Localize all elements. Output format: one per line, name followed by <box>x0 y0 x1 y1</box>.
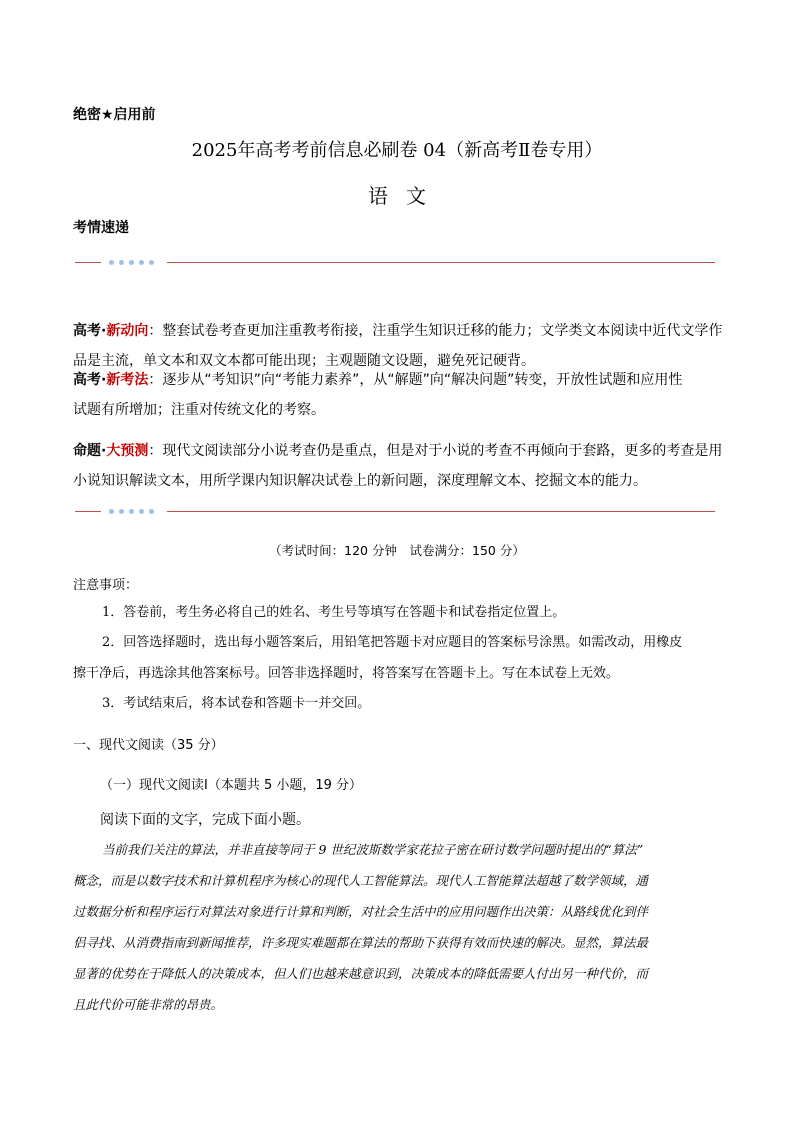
notice-item-1: 1．答卷前，考生务必将自己的姓名、考生号等填写在答题卡和试卷指定位置上。 <box>102 605 566 620</box>
dots-ornament <box>109 258 161 268</box>
divider-top <box>75 258 715 268</box>
dots-ornament <box>109 507 161 517</box>
notice-item-2: 2．回答选择题时，选出每小题答案后，用铅笔把答题卡对应题目的答案标号涂黑。如需改动，用橡皮 擦干净后，再选涂其他答案标号。回答非选择题时，将答案写在答题卡上。写在本试卷上无效。 <box>73 635 683 681</box>
reading-instruction: 阅读下面的文字，完成下面小题。 <box>100 812 310 828</box>
subsection-heading: （一）现代文阅读Ⅰ（本题共 5 小题，19 分） <box>100 778 363 793</box>
exam-title: 2025年高考考前信息必刷卷 04（新高考Ⅱ卷专用） <box>191 140 603 161</box>
subject-title: 语文 <box>368 184 444 208</box>
section-heading-kaoqing: 考情速递 <box>73 220 129 236</box>
reading-passage: 当前我们关注的算法，并非直接等同于 9 世纪波斯数学家花拉子密在研讨数学问题时提出的“算法” 概念，而是以数字技术和计算机程序为核心的现代人工智能算法。现代人工智能算法超越了数学领域，通 过数据分析和程序运行对算法对象进行计算和判断，对社会生活中的应用问题作出决策：从路线优化到伴 侣寻找、从消费指南到新闻推荐，许多现实难题都在算法的帮助下获得有效而快速的解决。显然，算法最 显著的优势在于降低人的决策成本，但人们也越来越意识到，决策成本的降低需要人付出另一种代价，而 且此代价可能非常的昂贵。 <box>73 842 649 1012</box>
part-one-heading: 一、现代文阅读（35 分） <box>73 738 224 753</box>
confidential-mark: 绝密★启用前 <box>73 107 156 123</box>
exam-time-score: （考试时间：120 分钟 试卷满分：150 分） <box>269 543 525 558</box>
analysis-new-method: 高考·新考法：逐步从“考知识”向“考能力素养”，从“解题”向“解决问题”转变，开放性试题和应用性 试题有所增加；注重对传统文化的考察。 <box>73 372 683 418</box>
analysis-prediction: 命题·大预测：现代文阅读部分小说考查仍是重点，但是对于小说的考查不再倾向于套路，更多的考查是用 小说知识解读文本，用所学课内知识解决试卷上的新问题，深度理解文本、挖掘文本的能力。 <box>73 443 723 489</box>
notice-title: 注意事项： <box>73 578 139 593</box>
notice-item-3: 3．考试结束后，将本试卷和答题卡一并交回。 <box>102 696 371 711</box>
divider-bottom <box>75 507 715 517</box>
analysis-new-trend: 高考·新动向：整套试卷考查更加注重教考衔接，注重学生知识迁移的能力；文学类文本阅读中近代文学作 品是主流，单文本和双文本都可能出现；主观题随文设题，避免死记硬背。 <box>73 323 723 369</box>
